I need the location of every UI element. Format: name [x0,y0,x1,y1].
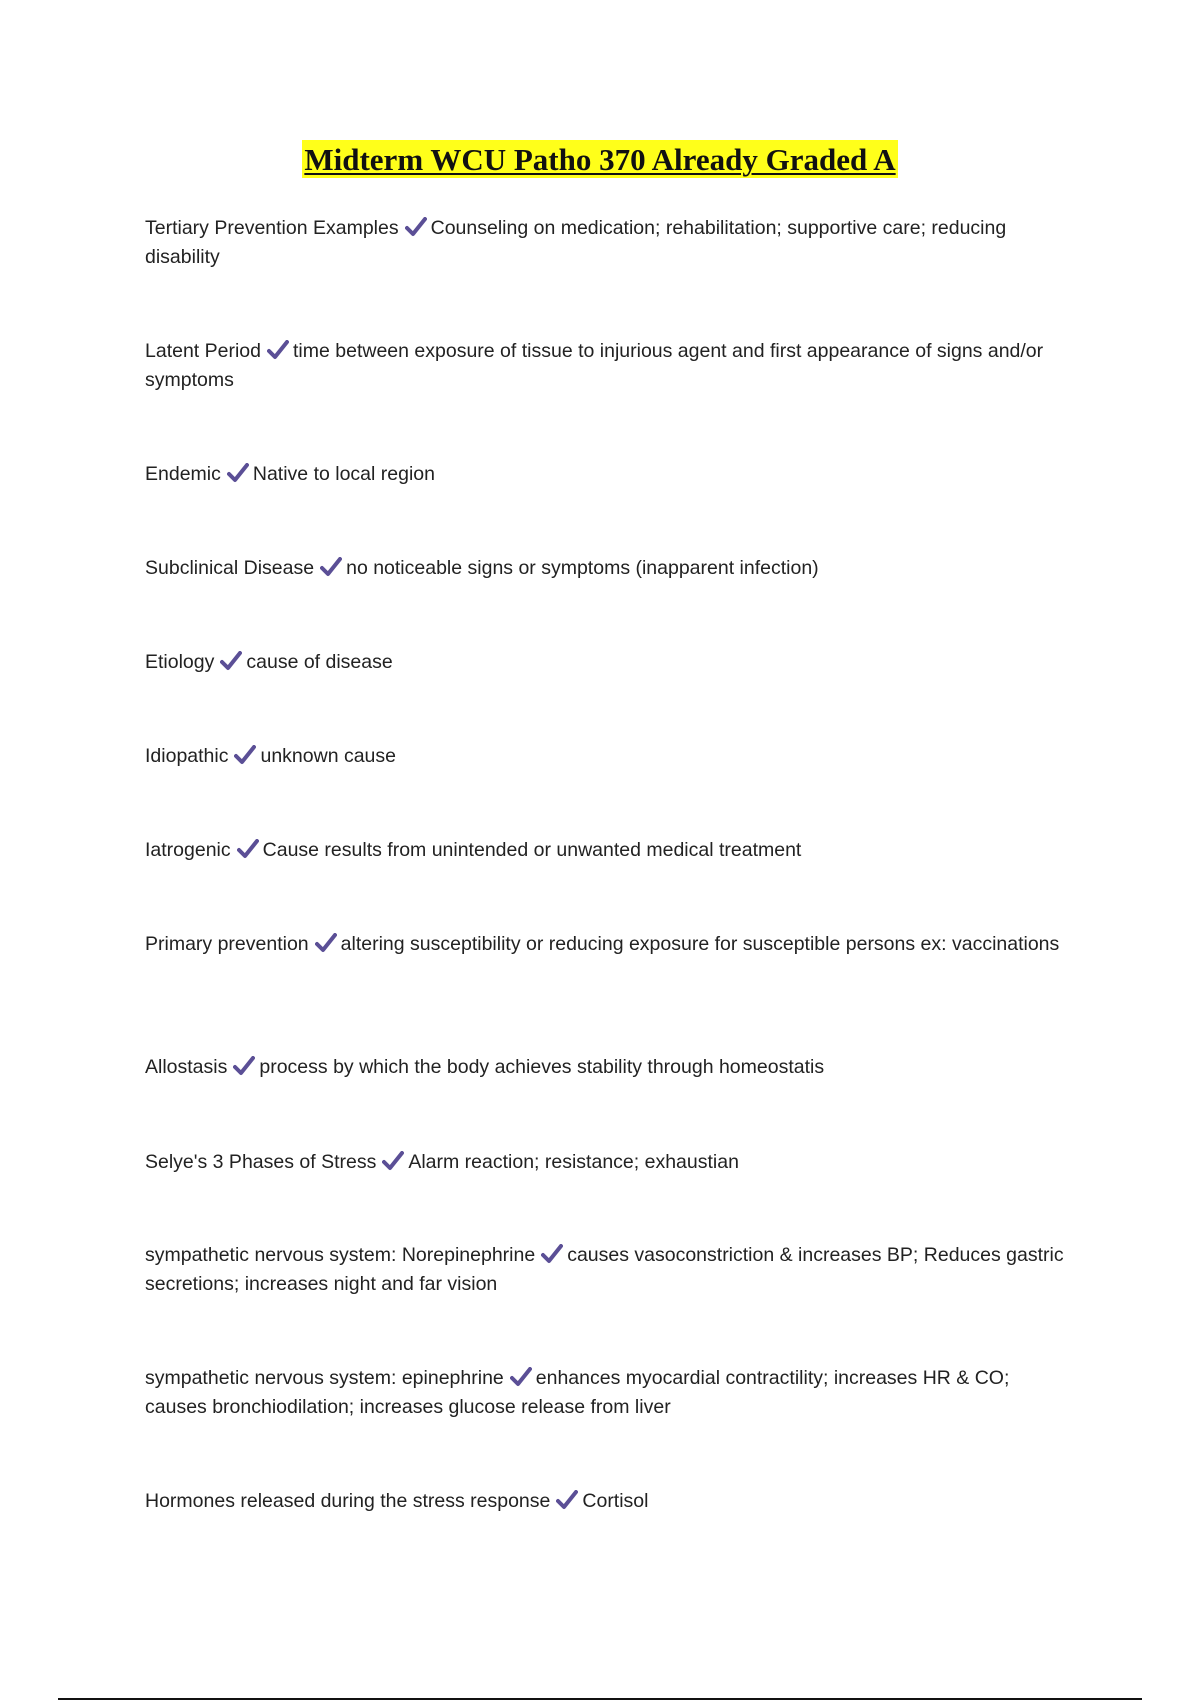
list-item [145,836,1065,865]
title-container [0,140,1200,178]
list-item [145,1487,1065,1516]
list-item [145,1053,1065,1082]
entry-term: Idiopathic [145,745,229,767]
checkmark-icon [382,1151,404,1171]
entry-definition: cause of disease [246,651,393,673]
entry-term: Latent Period [145,340,262,362]
entry-definition: causes vasoconstriction & increases BP; Reduces gastric secretions; increases night and far vision [145,1244,1064,1295]
entry-term: sympathetic nervous system: Norepinephrine [145,1244,536,1266]
list-item [145,648,1065,677]
checkmark-icon [220,651,242,671]
entry-term: Etiology [145,651,215,673]
list-item [145,554,1065,583]
checkmark-icon [237,839,259,859]
checkmark-icon [234,745,256,765]
entry-term: Primary prevention [145,933,309,955]
entry-definition: Counseling on medication; rehabilitation; supportive care; reducing disability [145,217,1007,268]
checkmark-icon [233,1056,255,1076]
checkmark-icon [556,1490,578,1510]
entry-definition: Alarm reaction; resistance; exhaustian [408,1151,739,1173]
entry-term: Selye's 3 Phases of Stress [145,1151,377,1173]
entry-term: Iatrogenic [145,839,231,861]
list-item [145,1241,1065,1299]
entry-term: Tertiary Prevention Examples [145,217,399,239]
list-item [145,742,1065,771]
entry-definition: process by which the body achieves stability through homeostatis [259,1056,825,1078]
entry-term: Subclinical Disease [145,557,315,579]
entry-definition: unknown cause [260,745,396,767]
entry-definition: Native to local region [252,463,435,485]
checkmark-icon [541,1244,563,1264]
entry-definition: altering susceptibility or reducing exposure for susceptible persons ex: vaccinations [340,933,1060,955]
checkmark-icon [405,217,427,237]
list-item [145,460,1065,489]
entry-definition: time between exposure of tissue to injurious agent and first appearance of signs and/or symptoms [145,340,1044,391]
entry-term: Endemic [145,463,221,485]
entry-term: sympathetic nervous system: epinephrine [145,1367,504,1389]
list-item [145,1364,1065,1422]
entry-term: Allostasis [145,1056,228,1078]
list-item [145,930,1065,959]
entry-definition: Cause results from unintended or unwanted medical treatment [262,839,802,861]
entry-definition: enhances myocardial contractility; increases HR & CO; causes bronchiodilation; increases glucose release from liver [145,1367,1010,1418]
checkmark-icon [320,557,342,577]
entry-definition: no noticeable signs or symptoms (inapparent infection) [346,557,819,579]
checkmark-icon [510,1367,532,1387]
checkmark-icon [227,463,249,483]
list-item [145,1148,1065,1177]
list-item [145,337,1065,395]
checkmark-icon [315,933,337,953]
checkmark-icon [267,340,289,360]
document-title: Midterm WCU Patho 370 Already Graded A [304,142,896,177]
list-item [145,214,1065,272]
entry-term: Hormones released during the stress response [145,1490,551,1512]
entry-definition: Cortisol [582,1490,649,1512]
